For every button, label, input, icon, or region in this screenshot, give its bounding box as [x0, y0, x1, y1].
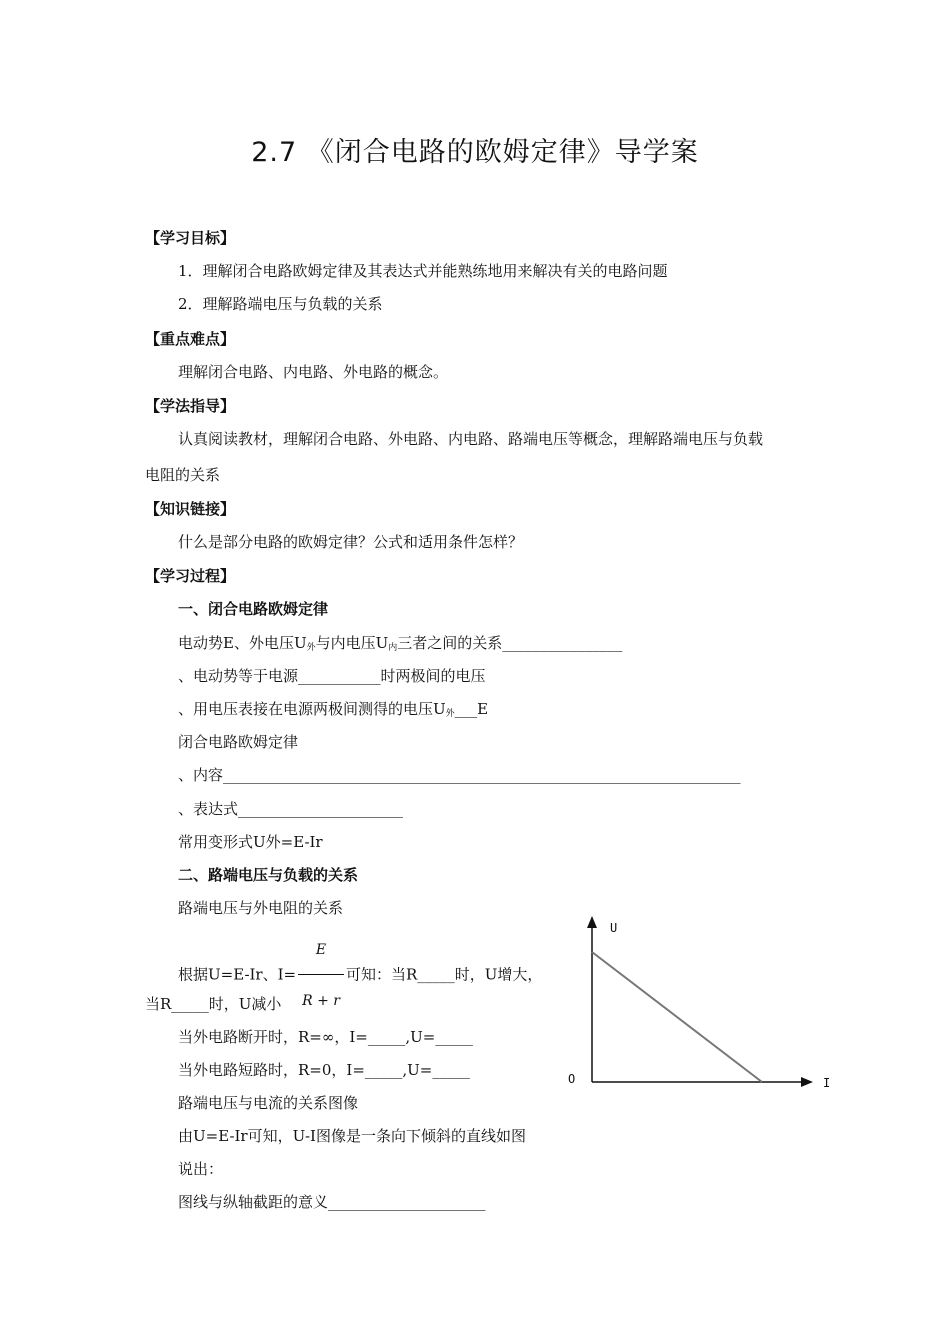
y-axis-arrow-icon [587, 916, 597, 928]
u-i-line [592, 952, 762, 1082]
section-heading-goals: 【学习目标】 [145, 229, 236, 247]
u-i-graph [550, 910, 850, 1110]
part1-line5: 、内容_____________________________________________________________________ [178, 766, 741, 784]
goal-item-1: 1．理解闭合电路欧姆定律及其表达式并能熟练地用来解决有关的电路问题 [178, 262, 668, 280]
x-axis-arrow-icon [801, 1077, 813, 1087]
part1-line7: 常用变形式U外=E-Ir [178, 833, 323, 851]
fraction-numerator: E [298, 928, 344, 975]
part1-line4: 闭合电路欧姆定律 [178, 733, 299, 751]
section-heading-link: 【知识链接】 [145, 500, 236, 518]
fraction [298, 928, 344, 1023]
part1-line1 [178, 633, 622, 658]
part1-line1-b: 与内电压U [315, 634, 389, 652]
part2-line8: 说出： [178, 1160, 224, 1178]
method-text-line1: 认真阅读教材，理解闭合电路、外电路、内电路、路端电压等概念，理解路端电压与负载 [178, 430, 764, 448]
subscript-inner: 内 [388, 643, 398, 653]
part1-line3-a: 、用电压表接在电源两极间测得的电压U [178, 700, 446, 718]
part1-line1-a: 电动势E、外电压U [178, 634, 307, 652]
part1-line2: 、电动势等于电源___________时两极间的电压 [178, 667, 486, 685]
part2-line3: 当R_____时，U减小 [145, 995, 282, 1013]
subscript-outer: 外 [445, 709, 455, 719]
section-heading-method: 【学法指导】 [145, 397, 236, 415]
part1-line6: 、表达式______________________ [178, 800, 404, 818]
part2-line7: 由U=E-Ir可知，U-I图像是一条向下倾斜的直线如图 [178, 1127, 526, 1145]
part1-line3 [178, 699, 488, 724]
section-heading-process: 【学习过程】 [145, 567, 236, 585]
origin-label: O [568, 1072, 576, 1086]
page-title: 2.7 《闭合电路的欧姆定律》导学案 [251, 137, 699, 168]
x-axis-label: I [823, 1076, 831, 1090]
subscript-outer: 外 [306, 643, 316, 653]
link-text: 什么是部分电路的欧姆定律？公式和适用条件怎样？ [178, 533, 524, 551]
part1-line3-b: ___E [454, 700, 489, 718]
part1-title: 一、闭合电路欧姆定律 [178, 600, 329, 618]
part2-title: 二、路端电压与负载的关系 [178, 866, 359, 884]
part2-line6: 路端电压与电流的关系图像 [178, 1094, 359, 1112]
method-text-line2: 电阻的关系 [145, 466, 221, 484]
part2-line4: 当外电路断开时，R=∞，I=_____,U=_____ [178, 1028, 473, 1046]
part1-line1-c: 三者之间的关系________________ [397, 634, 623, 652]
y-axis-label: U [610, 921, 618, 935]
part2-line5: 当外电路短路时，R=0，I=_____,U=_____ [178, 1061, 470, 1079]
section-heading-key-points: 【重点难点】 [145, 330, 236, 348]
key-points-text: 理解闭合电路、内电路、外电路的概念。 [178, 363, 449, 381]
part2-line2-a: 根据U=E-Ir、I= [178, 965, 297, 984]
part2-line2-b: 可知：当R_____时，U增大， [345, 965, 543, 984]
goal-item-2: 2．理解路端电压与负载的关系 [178, 295, 383, 313]
part2-line1: 路端电压与外电阻的关系 [178, 899, 344, 917]
part2-line9: 图线与纵轴截距的意义_____________________ [178, 1193, 486, 1211]
fraction-denominator: R + r [302, 993, 340, 1009]
